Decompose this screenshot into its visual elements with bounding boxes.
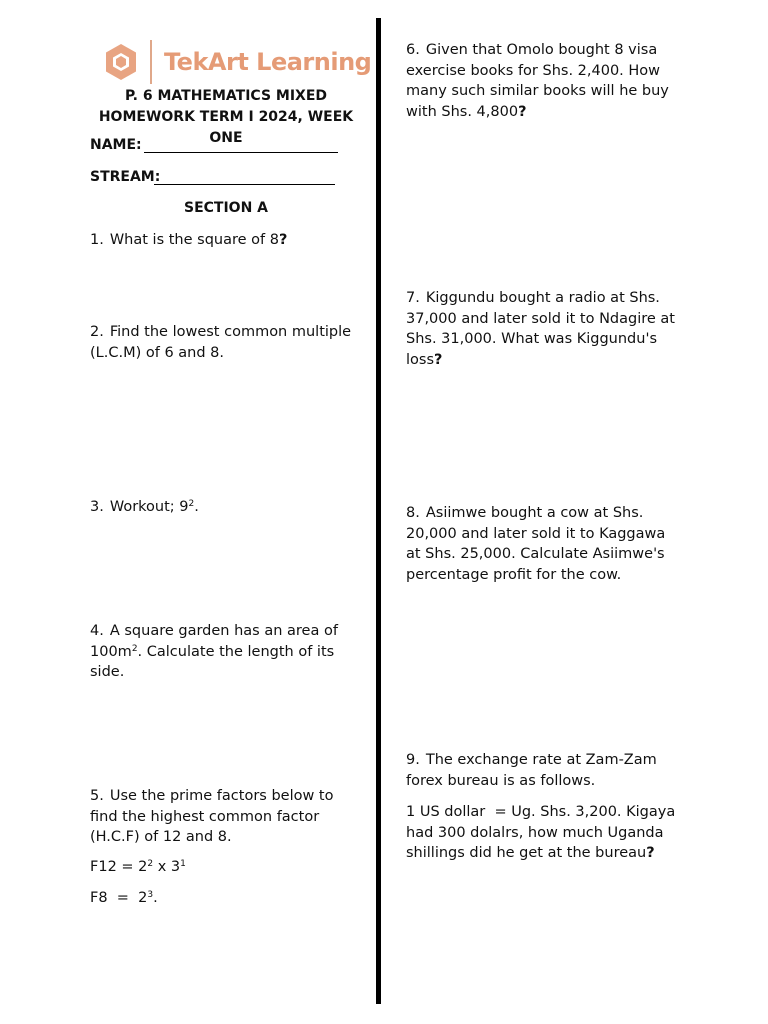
question-5: 5. Use the prime factors below to find the highest common factor (H.C.F) of 12 and 8. bbox=[90, 788, 334, 845]
question-4: 4. A square garden has an area of $100m^2$. Calculate the length of its side. bbox=[90, 623, 338, 680]
stream-field[interactable] bbox=[90, 169, 360, 185]
title-line-2: HOMEWORK TERM I 2024, WEEK ONE bbox=[98, 109, 354, 146]
name-field[interactable] bbox=[90, 137, 360, 153]
stream-label: STREAM: bbox=[90, 169, 161, 185]
question-2: 2. Find the lowest common multiple (L.C.M) of 6 and 8. bbox=[90, 324, 352, 361]
title-line-1: P. 6 MATHEMATICS MIXED bbox=[124, 88, 328, 104]
question-6: 6. Given that Omolo bought 8 visa exercise books for Shs. 2,400. How many such similar books will he buy with Shs. 4,800? bbox=[406, 42, 669, 120]
logo-separator bbox=[150, 40, 152, 84]
brand-logo bbox=[104, 40, 371, 84]
section-heading: SECTION A bbox=[183, 200, 268, 216]
question-5-factor-8: $F8 = 2^3$. bbox=[90, 890, 158, 906]
name-underline bbox=[144, 152, 338, 153]
column-divider bbox=[376, 18, 381, 1004]
question-3: 3. Workout; $9^2$. bbox=[90, 499, 199, 515]
hexagon-logo-icon bbox=[104, 43, 138, 81]
brand-name: TekArt Learning bbox=[164, 48, 372, 76]
question-8: 8. Asiimwe bought a cow at Shs. 20,000 and later sold it to Kaggawa at Shs. 25,000. Calculate Asiimwe's percentage profit for the cow. bbox=[406, 505, 666, 583]
question-5-factor-12: $F12 = 2^2$ x $3^1$ bbox=[90, 859, 186, 875]
question-9-rate: 1 US dollar = Ug. Shs. 3,200. Kigaya had 300 dolalrs, how much Uganda shillings did he get at the bureau? bbox=[406, 804, 680, 861]
question-9: 9. The exchange rate at Zam-Zam forex bureau is as follows. bbox=[406, 752, 657, 789]
question-7: 7. Kiggundu bought a radio at Shs. 37,000 and later sold it to Ndagire at Shs. 31,000. What was Kiggundu's loss? bbox=[406, 290, 675, 368]
name-label: NAME: bbox=[90, 137, 142, 153]
question-1: 1. What is the square of 8? bbox=[90, 232, 288, 248]
stream-underline bbox=[154, 184, 335, 185]
